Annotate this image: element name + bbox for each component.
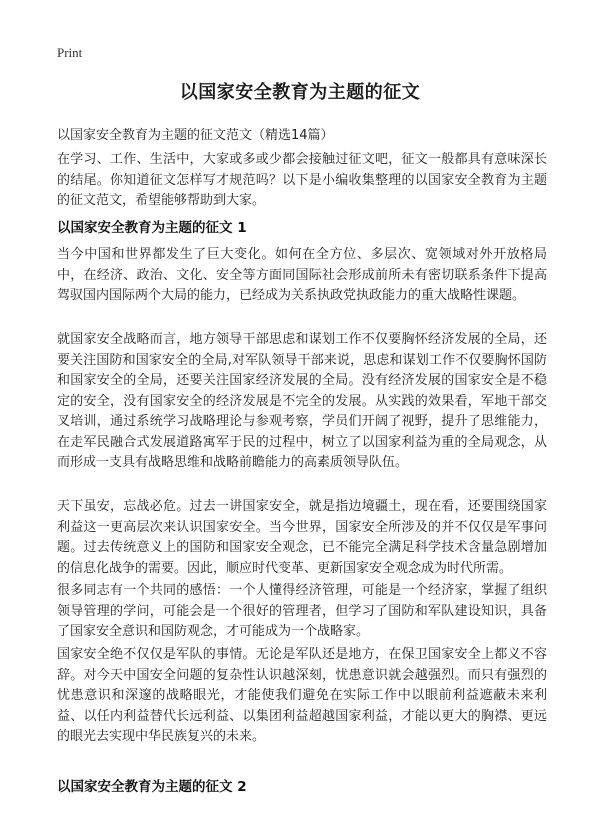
- body-paragraph: 国家安全绝不仅仅是军队的事情。无论是军队还是地方，在保卫国家安全上都义不容辞。对今天中国安全问题的复杂性认识越深刻，忧患意识就会越强烈。而只有强烈的忧患意识和深邃的战略眼光，才能使我们避免在实际工作中以眼前利益遮蔽未来利益、以任内利益替代长远利益、以集团利益超越国家利益，才能以更大的胸襟、更远的眼光去实现中华民族复兴的未来。: [57, 647, 547, 744]
- body-paragraph: 就国家安全战略而言，地方领导干部思虑和谋划工作不仅要胸怀经济发展的全局，还要关注国防和国家安全的全局,对军队领导干部来说，思虑和谋划工作不仅要胸怀国防和国家安全的全局，还要关注国家经济发展的全局。没有经济发展的国家安全是不稳定的安全，没有国家安全的经济发展是不完全的发展。从实践的效果看，军地干部交叉培训，通过系统学习战略理论与参观考察，学员们开阔了视野，提升了思维能力，在走军民融合式发展道路寓军于民的过程中，树立了以国家利益为重的全局观念，从而形成一支具有战略思维和战略前瞻能力的高素质领导队伍。: [57, 332, 547, 470]
- body-paragraph: 天下虽安，忘战必危。过去一讲国家安全，就是指边境疆土，现在看，还要围绕国家利益这一更高层次来认识国家安全。当今世界，国家安全所涉及的并不仅仅是军事问题。过去传统意义上的国防和国家安全观念，已不能完全满足科学技术含量急剧增加的信息化战争的需要。因此，顺应时代变革、更新国家安全观念成为时代所需。: [57, 499, 547, 576]
- print-link[interactable]: Print: [57, 45, 83, 60]
- section-heading: 以国家安全教育为主题的征文 2: [57, 779, 247, 795]
- page-subtitle: 以国家安全教育为主题的征文范文（精选14篇）: [57, 128, 334, 143]
- body-paragraph: 很多同志有一个共同的感悟：一个人懂得经济管理，可能是一个经济家，掌握了组织领导管理的学问，可能会是一个很好的管理者，但学习了国防和军队建设知识，具备了国家安全意识和国防观念，才可能成为一个战略家。: [57, 583, 547, 639]
- body-paragraph: 当今中国和世界都发生了巨大变化。如何在全方位、多层次、宽领域对外开放格局中，在经济、政治、文化、安全等方面同国际社会形成前所未有密切联系条件下提高驾驭国内国际两个大局的能力，已经成为关系执政党执政能力的重大战略性课题。: [57, 247, 547, 303]
- page-title: 以国家安全教育为主题的征文: [179, 82, 421, 103]
- intro-paragraph: 在学习、工作、生活中，大家或多或少都会接触过征文吧，征文一般都具有意味深长的结尾。你知道征文怎样写才规范吗？以下是小编收集整理的以国家安全教育为主题的征文范文，希望能够帮助到大家。: [57, 152, 547, 208]
- section-heading: 以国家安全教育为主题的征文 1: [57, 220, 247, 236]
